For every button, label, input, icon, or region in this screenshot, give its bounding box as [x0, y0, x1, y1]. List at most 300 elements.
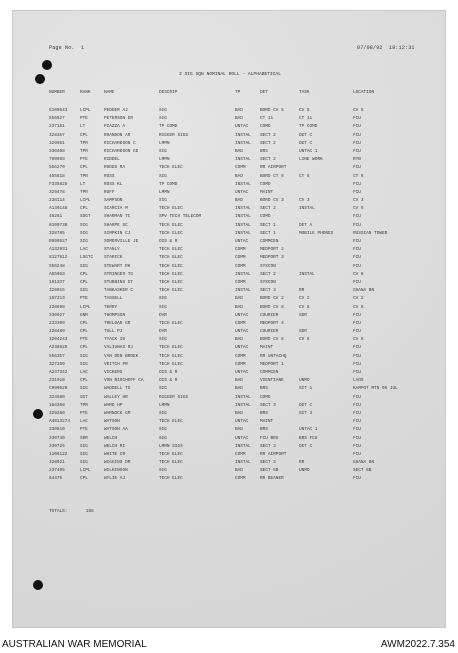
table-row: [13, 214, 447, 222]
cell-task: DET A: [299, 222, 313, 228]
cell-rank: LCPL: [80, 468, 91, 474]
cell-rank: SIG: [80, 288, 88, 294]
cell-detachment: BRS: [260, 410, 268, 416]
cell-tp: COMM: [235, 320, 246, 326]
cell-service-number: 799993: [49, 157, 65, 163]
cell-rank: LSGTC: [80, 255, 94, 261]
cell-name: VON BISCHOFF CA: [104, 378, 144, 384]
cell-task: MOBILE PHONES: [299, 230, 334, 236]
cell-detachment: SECT 2: [260, 157, 276, 163]
cell-description: SIG: [159, 148, 167, 154]
column-header: DET: [260, 90, 268, 95]
cell-description: OIS & R: [159, 370, 178, 375]
cell-location: FCU: [353, 140, 361, 146]
cell-rank: SIG: [80, 361, 88, 367]
cell-description: TECH ELEC: [159, 165, 183, 171]
cell-location: CV 3: [353, 198, 364, 204]
cell-rank: TPR: [80, 402, 88, 408]
cell-location: FCU: [353, 214, 361, 220]
cell-location: GHANA BN: [353, 288, 375, 294]
cell-rank: PTE: [80, 410, 88, 416]
archive-footer: [0, 636, 458, 653]
cell-tp: UNTAC: [235, 370, 249, 375]
table-row: [13, 108, 447, 116]
cell-location: GHANA BN: [353, 460, 375, 466]
cell-detachment: BORD CV 3: [260, 198, 284, 204]
cell-tp: UNTAC: [235, 345, 249, 351]
cell-description: RIGGER SIGS: [159, 132, 188, 138]
cell-description: TECH ELEC: [159, 222, 183, 228]
cell-detachment: COMMCEN: [260, 239, 279, 244]
cell-name: WADDELL TG: [104, 386, 131, 392]
cell-service-number: A237342: [49, 370, 68, 375]
cell-detachment: SECT 3: [260, 402, 276, 408]
cell-detachment: BORD CV 2: [260, 296, 284, 302]
cell-task: UNMO: [299, 378, 310, 384]
cell-description: TECH ELEC: [159, 247, 183, 253]
column-header: TASK: [299, 90, 310, 95]
cell-location: FCU: [353, 394, 361, 400]
cell-task: INSTAL: [299, 206, 315, 212]
cell-service-number: 324580: [49, 394, 65, 400]
cell-name: WALLEY HR: [104, 394, 128, 400]
cell-service-number: 181337: [49, 279, 65, 285]
cell-task: SIT 1: [299, 386, 313, 392]
cell-detachment: CT 11: [260, 116, 274, 122]
cell-tp: COMM: [235, 476, 246, 482]
cell-service-number: 8100738: [49, 222, 68, 228]
cell-location: FCU: [353, 370, 361, 375]
cell-rank: GNR: [80, 312, 88, 318]
column-header: NUMBER: [49, 90, 65, 95]
table-row: [13, 362, 447, 370]
table-row: [13, 141, 447, 149]
cell-name: RUFF: [104, 189, 115, 195]
cell-name: STRINGER TG: [104, 271, 133, 277]
table-row: [13, 264, 447, 272]
cell-service-number: A238620: [49, 345, 68, 351]
cell-description: TECH ELEC: [159, 361, 183, 367]
cell-service-number: 330749: [49, 435, 65, 441]
table-row: [13, 296, 447, 304]
cell-description: SIG: [159, 435, 167, 441]
cell-task: RR: [299, 288, 305, 294]
cell-tp: BAD: [235, 378, 243, 384]
cell-detachment: BRS: [260, 386, 268, 392]
table-row: [13, 239, 447, 247]
table-row: [13, 182, 447, 190]
cell-rank: TPR: [80, 189, 88, 195]
cell-description: SIG: [159, 468, 167, 474]
cell-location: FCU: [353, 410, 361, 416]
cell-location: FCU: [353, 476, 361, 482]
cell-description: TECH ELEC: [159, 271, 183, 277]
cell-detachment: COMD: [260, 214, 271, 220]
cell-name: SCARCIA M: [104, 206, 128, 212]
timestamp: [357, 45, 415, 51]
cell-service-number: 184368: [49, 402, 65, 408]
cell-detachment: SYSCON: [260, 263, 276, 269]
cell-service-number: 556827: [49, 116, 65, 122]
cell-rank: SGT: [80, 394, 88, 400]
cell-tp: BAD: [235, 116, 243, 122]
cell-name: TRELOAR GR: [104, 320, 131, 326]
cell-description: TECH ELEC: [159, 476, 183, 482]
table-row: [13, 116, 447, 124]
table-row: [13, 436, 447, 444]
cell-tp: INSTAL: [235, 222, 251, 228]
table-row: [13, 370, 447, 378]
cell-detachment: BORD CV 5: [260, 108, 284, 113]
table-row: [13, 223, 447, 231]
cell-service-number: 328785: [49, 230, 65, 236]
cell-detachment: SECT 5B: [260, 468, 279, 474]
page-number: 1: [81, 45, 85, 51]
cell-name: WHITE CR: [104, 451, 126, 457]
table-row: [13, 427, 447, 435]
cell-location: FCU: [353, 116, 361, 122]
cell-description: SIG: [159, 386, 167, 392]
cell-description: TP COMD: [159, 181, 178, 187]
cell-detachment: MEDPORT 2: [260, 247, 284, 253]
cell-rank: CPL: [80, 378, 88, 384]
cell-task: CV 3: [299, 198, 310, 204]
cell-tp: INSTAL: [235, 214, 251, 220]
cell-description: DVR: [159, 312, 167, 318]
column-header: NAME: [104, 90, 115, 95]
cell-location: FCU: [353, 312, 361, 318]
table-row: [13, 133, 447, 141]
cell-location: FCU: [353, 189, 361, 195]
cell-service-number: A132931: [49, 247, 68, 253]
cell-name: PIAZZA A: [104, 124, 126, 130]
cell-task: INSTAL: [299, 271, 315, 277]
date-text: 07/08/92: [357, 45, 383, 51]
cell-name: THOMPSON: [104, 312, 126, 318]
table-row: [13, 386, 447, 394]
cell-description: LMMN: [159, 402, 170, 408]
cell-rank: CPL: [80, 271, 88, 277]
table-row: [13, 198, 447, 206]
cell-rank: SIG: [80, 386, 88, 392]
cell-description: TP COMD: [159, 124, 178, 130]
cell-detachment: SECT 2: [260, 140, 276, 146]
cell-service-number: 237405: [49, 468, 65, 474]
table-row: [13, 288, 447, 296]
cell-tp: COMM: [235, 165, 246, 171]
cell-rank: LT: [80, 181, 86, 187]
cell-detachment: RR BEANER: [260, 476, 284, 482]
cell-location: FCU: [353, 443, 361, 449]
cell-task: CV 2: [299, 296, 310, 302]
table-row: [13, 329, 447, 337]
cell-name: STANLY: [104, 247, 120, 253]
cell-rank: CPL: [80, 279, 88, 285]
cell-detachment: FCU BRS: [260, 435, 279, 441]
cell-service-number: F335828: [49, 181, 68, 187]
cell-rank: LT: [80, 124, 86, 130]
cell-tp: COMM: [235, 255, 246, 261]
cell-location: FCU: [353, 148, 361, 154]
table-row: [13, 157, 447, 165]
cell-rank: SIG: [80, 263, 88, 269]
table-row: [13, 255, 447, 263]
cell-name: RODDS RA: [104, 165, 126, 171]
cell-description: TECH ELEC: [159, 419, 183, 425]
cell-location: FCU: [353, 361, 361, 367]
cell-tp: INSTAL: [235, 402, 251, 408]
cell-location: FCU: [353, 222, 361, 228]
cell-name: RHANDON AR: [104, 132, 131, 138]
cell-service-number: A4813274: [49, 419, 71, 425]
cell-rank: SIG: [80, 443, 88, 449]
cell-detachment: COURIER: [260, 329, 279, 335]
cell-tp: BAD: [235, 410, 243, 416]
table-row: [13, 321, 447, 329]
archive-name: AUSTRALIAN WAR MEMORIAL: [2, 639, 147, 650]
table-row: [13, 206, 447, 214]
cell-detachment: BORD CV 6: [260, 337, 284, 343]
cell-service-number: 328015: [49, 288, 65, 294]
cell-rank: SSGT: [80, 214, 91, 220]
cell-name: VEITCH PR: [104, 361, 128, 367]
cell-description: SIG: [159, 410, 167, 416]
cell-name: PEDDER AJ: [104, 108, 128, 113]
cell-service-number: 556357: [49, 353, 65, 359]
cell-tp: UNTAC: [235, 312, 249, 318]
cell-task: DET C: [299, 132, 313, 138]
cell-description: TECH ELEC: [159, 230, 183, 236]
cell-task: SDR: [299, 329, 307, 335]
cell-rank: SIG: [80, 353, 88, 359]
cell-name: SHARMAN TC: [104, 214, 131, 220]
cell-description: RIGGER SIGS: [159, 394, 188, 400]
cell-rank: CPL: [80, 206, 88, 212]
cell-location: FCU: [353, 320, 361, 326]
cell-tp: INSTAL: [235, 394, 251, 400]
cell-rank: SIG: [80, 460, 88, 466]
cell-tp: UNTAC: [235, 189, 249, 195]
cell-task: SDR: [299, 312, 307, 318]
cell-description: DVR: [159, 329, 167, 335]
cell-location: FCU: [353, 451, 361, 457]
cell-description: SIG: [159, 173, 167, 179]
column-header: RANK: [80, 90, 91, 95]
cell-location: CV 6: [353, 337, 364, 343]
page-number-line: [49, 45, 84, 51]
cell-service-number: 330725: [49, 443, 65, 449]
cell-tp: BAD: [235, 148, 243, 154]
cell-tp: BAD: [235, 337, 243, 343]
cell-detachment: MAINT: [260, 189, 274, 195]
cell-location: FCU: [353, 255, 361, 261]
cell-service-number: 233309: [49, 320, 65, 326]
cell-name: SIMPKIN CJ: [104, 230, 131, 236]
cell-detachment: SECT 1: [260, 230, 276, 236]
table-row: [13, 378, 447, 386]
cell-location: CV 6: [353, 271, 364, 277]
cell-service-number: R990527: [49, 239, 68, 244]
cell-service-number: 237161: [49, 124, 65, 130]
cell-location: CT 6: [353, 173, 364, 179]
cell-description: SIG: [159, 108, 167, 113]
table-row: [13, 452, 447, 460]
cell-task: LINE WORK: [299, 157, 323, 163]
cell-rank: CPL: [80, 165, 88, 171]
cell-rank: LAC: [80, 419, 88, 425]
cell-description: LMMN SIGS: [159, 443, 183, 449]
cell-name: STEWART RK: [104, 263, 131, 269]
cell-service-number: 64475: [49, 476, 63, 482]
cell-location: FCU: [353, 263, 361, 269]
table-row: [13, 272, 447, 280]
table-row: [13, 124, 447, 132]
cell-task: DET C: [299, 443, 313, 449]
cell-detachment: SECT 2: [260, 206, 276, 212]
cell-tp: INSTAL: [235, 443, 251, 449]
cell-location: FCU: [353, 124, 361, 130]
cell-detachment: SECT 2: [260, 271, 276, 277]
cell-rank: CPL: [80, 476, 88, 482]
cell-task: TP COMD: [299, 124, 318, 130]
cell-detachment: BORD CT 6: [260, 173, 284, 179]
cell-rank: CPL: [80, 329, 88, 335]
cell-service-number: 228698: [49, 304, 65, 310]
cell-detachment: COMD: [260, 181, 271, 187]
cell-service-number: 330408: [49, 148, 65, 154]
cell-detachment: BRS: [260, 148, 268, 154]
cell-detachment: MEDPORT 4: [260, 320, 284, 326]
cell-name: ROSS KL: [104, 181, 123, 187]
cell-location: KAMPOT MTN 06 JUL: [353, 386, 398, 392]
column-header: TP: [235, 90, 241, 95]
cell-location: FCU: [353, 329, 361, 335]
cell-description: TECH ELEC: [159, 255, 183, 261]
cell-detachment: COMD: [260, 124, 271, 130]
table-row: [13, 337, 447, 345]
cell-rank: SIG: [80, 451, 88, 457]
cell-description: TECH ELEC: [159, 320, 183, 326]
cell-description: OIS & R: [159, 239, 178, 244]
cell-task: CV 6: [299, 337, 310, 343]
cell-rank: SIG: [80, 239, 88, 244]
cell-service-number: 329280: [49, 410, 65, 416]
cell-name: VICKERS: [104, 370, 123, 375]
totals-label: TOTALS:: [49, 509, 68, 514]
cell-description: TECH ELEC: [159, 263, 183, 269]
cell-description: SIG: [159, 337, 167, 343]
cell-location: RUSSIAN TOWER: [353, 230, 388, 236]
table-row: [13, 247, 447, 255]
document-page: [12, 10, 446, 628]
cell-service-number: 238114: [49, 198, 65, 204]
table-row: [13, 305, 447, 313]
cell-rank: PTE: [80, 157, 88, 163]
cell-description: TECH ELEC: [159, 451, 183, 457]
cell-name: SAMPSON: [104, 198, 123, 204]
cell-detachment: SECT 3: [260, 288, 276, 294]
cell-task: SIT 3: [299, 410, 313, 416]
cell-service-number: 327269: [49, 361, 65, 367]
cell-detachment: BORD CV 8: [260, 304, 284, 310]
table-row: [13, 395, 447, 403]
cell-description: TECH ELEC: [159, 279, 183, 285]
document-title: 2 SIG SQN NOMINAL ROLL - ALPHABETICAL: [179, 72, 281, 77]
cell-description: SIG: [159, 116, 167, 122]
column-header: DESCRIP: [159, 90, 178, 95]
cell-task: CV 5: [299, 108, 310, 113]
table-row: [13, 476, 447, 484]
table-row: [13, 403, 447, 411]
totals-value: 166: [85, 509, 94, 514]
cell-detachment: SECT 3: [260, 460, 276, 466]
cell-name: TYACK ID: [104, 337, 126, 343]
cell-task: BRS FCU: [299, 435, 318, 441]
cell-description: TECH ELEC: [159, 353, 183, 359]
cell-rank: LCPL: [80, 198, 91, 204]
cell-location: FCU: [353, 402, 361, 408]
cell-detachment: RR AIRPORT: [260, 451, 287, 457]
cell-tp: BAD: [235, 198, 243, 204]
table-row: [13, 165, 447, 173]
cell-location: FCU: [353, 239, 361, 244]
cell-service-number: 228489: [49, 329, 65, 335]
cell-tp: UNTAC: [235, 239, 249, 244]
cell-detachment: MAINT: [260, 345, 274, 351]
cell-task: CT 6: [299, 173, 310, 179]
punch-hole: [42, 60, 52, 70]
cell-description: TECH ELEC: [159, 206, 183, 212]
table-row: [13, 149, 447, 157]
cell-description: SIG: [159, 296, 167, 302]
cell-location: FCU: [353, 345, 361, 351]
cell-location: FCU: [353, 132, 361, 138]
table-row: [13, 444, 447, 452]
cell-location: FCU: [353, 181, 361, 187]
cell-service-number: 330027: [49, 312, 65, 318]
cell-detachment: MEDPORT 1: [260, 361, 284, 367]
cell-location: SECT 5B: [353, 468, 372, 474]
cell-tp: COMM: [235, 353, 246, 359]
column-header: LOCATION: [353, 90, 375, 95]
table-header: [13, 90, 447, 97]
cell-service-number: 3204243: [49, 337, 68, 343]
cell-task: DET C: [299, 402, 313, 408]
cell-detachment: COMD: [260, 394, 271, 400]
cell-rank: PTE: [80, 427, 88, 433]
cell-tp: BAD: [235, 427, 243, 433]
cell-tp: INSTAL: [235, 157, 251, 163]
cell-service-number: 328367: [49, 132, 65, 138]
cell-detachment: MAINT: [260, 419, 274, 425]
cell-service-number: 46261: [49, 214, 63, 220]
cell-name: WARNOCK GM: [104, 410, 131, 416]
cell-service-number: 6100543: [49, 108, 68, 113]
cell-rank: TPR: [80, 173, 88, 179]
cell-description: TECH ELEC: [159, 460, 183, 466]
cell-location: RTB: [353, 157, 361, 163]
cell-tp: BAD: [235, 304, 243, 310]
cell-tp: INSTAL: [235, 271, 251, 277]
cell-service-number: 556270: [49, 165, 65, 171]
cell-tp: INSTAL: [235, 288, 251, 294]
cell-task: UNMO: [299, 468, 310, 474]
cell-name: RICHARDSON C: [104, 140, 136, 146]
cell-tp: UNTAC: [235, 329, 249, 335]
cell-rank: TPR: [80, 140, 88, 146]
cell-description: SPV TECH TELECOM: [159, 214, 202, 220]
cell-name: PETERSON DR: [104, 116, 133, 122]
